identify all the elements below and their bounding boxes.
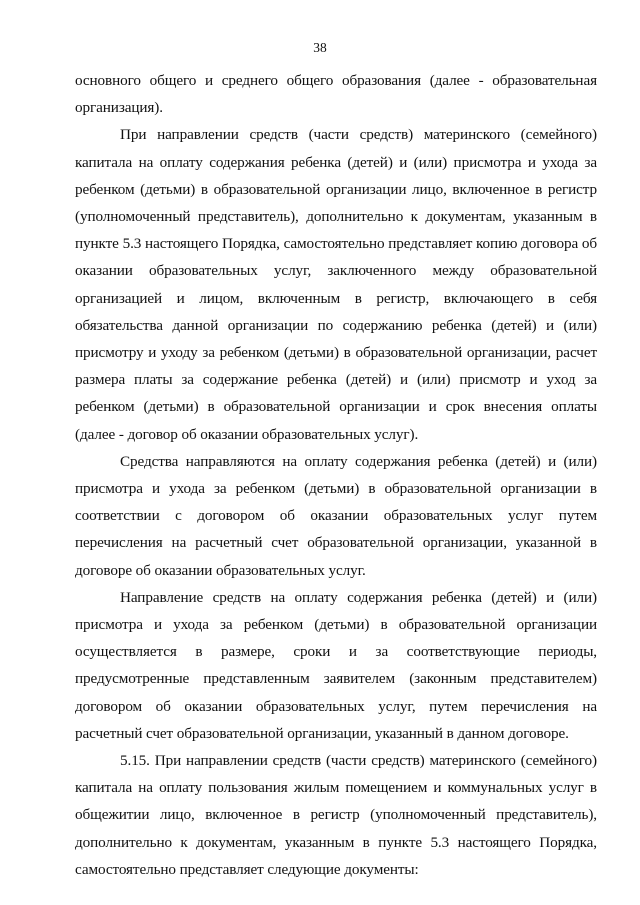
page-number: 38 [313, 40, 327, 55]
paragraph-continuation: основного общего и среднего общего образования (далее - образовательная организация). [75, 72, 597, 117]
paragraph-section-5-15: 5.15. При направлении средств (части средств) материнского (семейного) капитала на оплату пользования жилым помещением и коммунальных услуг в общежитии лицо, включенное в регистр (уполномоченный представитель), дополнительно к документам, указанным в пункте 5.3 настоящего Порядка, самостоятельно представляет следующие документы: [75, 752, 597, 878]
document-body [75, 67, 597, 883]
paragraph-funds-terms: Направление средств на оплату содержания ребенка (детей) и (или) присмотра и ухода за ребенком (детьми) в образовательной организации осуществляется в размере, сроки и за соответствующие периоды, предусмотренные представленным заявителем (законным представителем) договором об оказании образовательных услуг, путем перечисления на расчетный счет образовательной организации, указанный в данном договоре. [75, 588, 597, 742]
paragraph-maternal-capital-education: При направлении средств (части средств) материнского (семейного) капитала на оплату содержания ребенка (детей) и (или) присмотра и ухода за ребенком (детьми) в образовательной организации лицо, включенное в регистр (уполномоченный представитель), дополнительно к документам, указанным в пункте 5.3 настоящего Порядка, самостоятельно представляет копию договора об оказании образовательных услуг, заключенного между образовательной организацией и лицом, включенным в регистр, включающего в себя обязательства данной организации по содержанию ребенка (детей) и (или) присмотру и уходу за ребенком (детьми) в образовательной организации, расчет размера платы за содержание ребенка (детей) и (или) присмотр и уход за ребенком (детьми) в образовательной организации и срок внесения оплаты (далее - договор об оказании образовательных услуг). [75, 126, 597, 443]
paragraph-funds-direction: Средства направляются на оплату содержания ребенка (детей) и (или) присмотра и ухода за ребенком (детьми) в образовательной организации в соответствии с договором об оказании образовательных услуг путем перечисления на расчетный счет образовательной организации, указанной в договоре об оказании образовательных услуг. [75, 452, 597, 579]
